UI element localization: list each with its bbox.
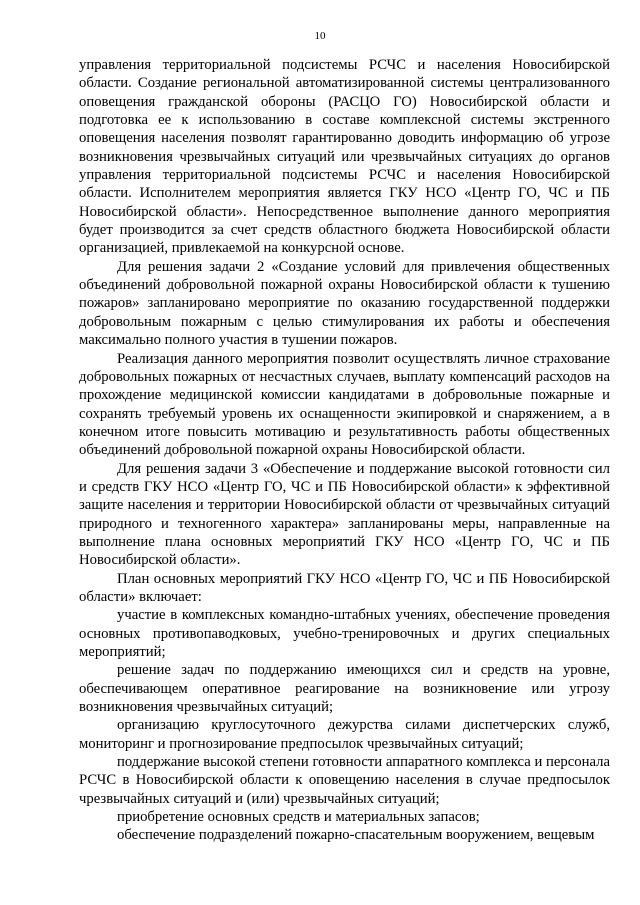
list-item: решение задач по поддержанию имеющихся сил и средств на уровне, обеспечивающем оперативное реагирование на возникновение или угрозу возникновения чрезвычайных ситуаций; (79, 662, 610, 716)
paragraph-continuation: управления территориальной подсистемы РСЧС и населения Новосибирской области. Создание региональной автоматизированной системы централизованного оповещения гражданской обороны (РАСЦО ГО) Новосибирской области и подготовка ее к использованию в составе комплексной системы экстренного оповещения населения позволят гарантированно доводить информацию об угрозе возникновения чрезвычайных ситуаций или чрезвычайных ситуациях до органов управления территориальной подсистемы РСЧС и населения Новосибирской области. Исполнителем мероприятия является ГКУ НСО «Центр ГО, ЧС и ПБ Новосибирской области». Непосредственное выполнение данного мероприятия будет производится за счет средств областного бюджета Новосибирской области организацией, привлекаемой на конкурсной основе. (79, 57, 610, 257)
page-number: 10 (314, 30, 326, 42)
list-item: обеспечение подразделений пожарно-спасательным вооружением, вещевым (117, 827, 595, 844)
paragraph: План основных мероприятий ГКУ НСО «Центр ГО, ЧС и ПБ Новосибирской области» включает: (79, 570, 610, 605)
paragraph: Для решения задачи 2 «Создание условий для привлечения общественных объединений добровольной пожарной охраны Новосибирской области к тушению пожаров» запланировано мероприятие по оказанию государственной поддержки добровольным пожарным с целью стимулирования их работы и обеспечения максимально полного участия в тушении пожаров. (79, 258, 610, 349)
document-body (79, 56, 610, 845)
list-item: поддержание высокой степени готовности аппаратного комплекса и персонала РСЧС в Новосибирской области к оповещению населения в случае предпосылок чрезвычайных ситуаций и (или) чрезвычайных ситуаций; (79, 754, 610, 807)
paragraph: Реализация данного мероприятия позволит осуществлять личное страхование добровольных пожарных от несчастных случаев, выплату компенсаций расходов на прохождение медицинской комиссии кандидатами в добровольные пожарные и сохранять требуемый уровень их оснащенности экипировкой и снаряжением, а в конечном итоге повысить мотивацию и результативность работы общественных объединений добровольной пожарной охраны Новосибирской области. (79, 350, 610, 459)
list-item: организацию круглосуточного дежурства силами диспетчерских служб, мониторинг и прогнозирование предпосылок чрезвычайных ситуаций; (79, 717, 610, 752)
paragraph: Для решения задачи 3 «Обеспечение и поддержание высокой готовности сил и средств ГКУ НСО «Центр ГО, ЧС и ПБ Новосибирской области» к эффективной защите населения и территории Новосибирской области от чрезвычайных ситуаций природного и техногенного характера» запланированы меры, направленные на выполнение плана основных мероприятий ГКУ НСО «Центр ГО, ЧС и ПБ Новосибирской области». (79, 460, 610, 569)
list-item: участие в комплексных командно-штабных учениях, обеспечение проведения основных противопаводковых, учебно-тренировочных и других специальных мероприятий; (79, 607, 610, 660)
list-item: приобретение основных средств и материальных запасов; (117, 809, 480, 826)
